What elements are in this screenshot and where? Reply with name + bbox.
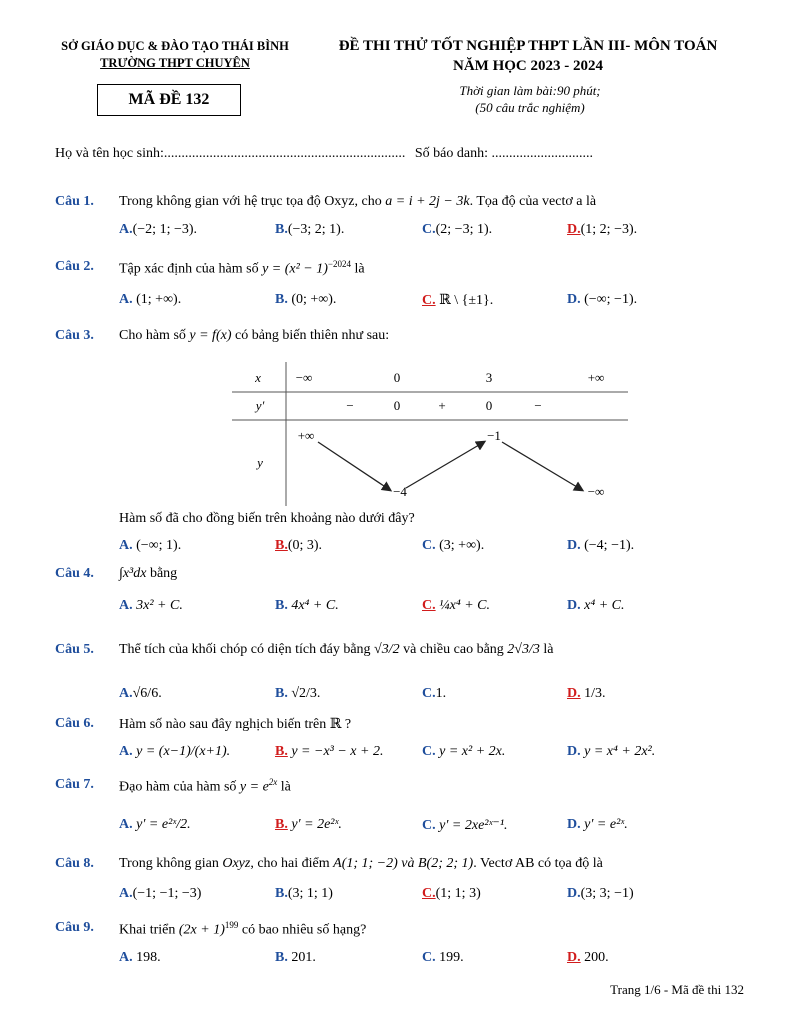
question-text: Hàm số nào sau đây nghịch biến trên ℝ ? xyxy=(119,717,352,732)
y-value: +∞ xyxy=(297,428,315,443)
question-text-part: Trong không gian với hệ trục tọa độ Oxyz, cho xyxy=(119,194,386,209)
question-number: Câu 5. xyxy=(55,642,94,657)
option-b[interactable]: B. 4x⁴ + C. xyxy=(275,598,339,613)
x-value: 0 xyxy=(393,370,401,385)
option-d[interactable]: D. y′ = e²ˣ. xyxy=(567,817,628,832)
options-q1 xyxy=(119,222,759,248)
math-expression: y = e xyxy=(239,779,269,795)
option-b[interactable]: B. (0; +∞). xyxy=(275,292,337,307)
department-name: SỞ GIÁO DỤC & ĐÀO TẠO THÁI BÌNH xyxy=(61,39,289,53)
question-text: ∫x³dx bằng xyxy=(119,566,178,581)
question-text xyxy=(119,194,596,210)
question-number: Câu 1. xyxy=(55,194,94,209)
student-info-line xyxy=(55,146,745,162)
question-7 xyxy=(55,777,745,799)
exam-title: ĐỀ THI THỬ TỐT NGHIỆP THPT LẦN III- MÔN TOÁN xyxy=(338,38,718,54)
math-expression: a = i + 2j − 3k xyxy=(385,194,470,209)
arrow-decreasing xyxy=(318,442,390,490)
question-9 xyxy=(55,920,745,942)
option-b[interactable]: B.(−3; 2; 1). xyxy=(275,222,345,237)
y-value: −1 xyxy=(487,428,501,443)
options-q7 xyxy=(119,817,759,843)
exam-time-info xyxy=(430,82,630,116)
question-number: Câu 6. xyxy=(55,716,94,731)
exponent: 2x xyxy=(268,777,278,787)
question-6 xyxy=(55,716,745,738)
x-value: −∞ xyxy=(295,370,313,385)
yprime-zero: 0 xyxy=(485,398,493,413)
option-d[interactable]: D.(3; 3; −1) xyxy=(567,886,634,901)
yprime-sign: − xyxy=(346,398,354,413)
question-text: Tập xác định của hàm số $y = (x^2 - 1)^{-2024}$ là xyxy=(119,259,365,277)
math-expression: y = (x² − 1) xyxy=(262,261,328,277)
option-d[interactable]: D.(1; 2; −3). xyxy=(567,222,638,237)
math-expression: √3/2 xyxy=(374,642,400,657)
student-name-field: Họ và tên học sinh:..................................................................... xyxy=(55,146,406,161)
options-q3 xyxy=(119,538,759,564)
x-value: 3 xyxy=(485,370,493,385)
option-b[interactable]: B.(0; 3). xyxy=(275,538,323,553)
option-d[interactable]: D. y = x⁴ + 2x². xyxy=(567,744,656,759)
option-a[interactable]: A. 198. xyxy=(119,950,161,965)
option-c[interactable]: C. y′ = 2xe²ˣ⁻¹. xyxy=(422,818,508,833)
option-a[interactable]: A.(−1; −1; −3) xyxy=(119,886,202,901)
option-d[interactable]: D. 200. xyxy=(567,950,609,965)
math-expression: 2√3/3 xyxy=(507,642,540,657)
question-number: Câu 3. xyxy=(55,328,94,343)
question-number: Câu 4. xyxy=(55,566,94,581)
option-a[interactable]: A.(−2; 1; −3). xyxy=(119,222,198,237)
school-year: NĂM HỌC 2023 - 2024 xyxy=(453,58,603,74)
option-d[interactable]: D. (−4; −1). xyxy=(567,538,635,553)
y-value: −∞ xyxy=(587,484,605,499)
option-a[interactable]: A.√6/6. xyxy=(119,686,162,701)
question-text-part: . Tọa độ của vectơ a là xyxy=(469,194,597,209)
question-4 xyxy=(55,566,745,588)
exponent: 199 xyxy=(224,920,239,930)
yprime-sign: + xyxy=(438,398,446,413)
math-expression: Oxyz xyxy=(222,856,251,871)
question-text: Khai triển $(2x + 1)^{199}$ có bao nhiêu số hạng? xyxy=(119,920,367,938)
student-id-field: Số báo danh: ............................. xyxy=(414,146,593,161)
option-d[interactable]: D. 1/3. xyxy=(567,686,606,701)
question-3 xyxy=(55,328,745,350)
x-value: +∞ xyxy=(587,370,605,385)
table-label-y: y xyxy=(257,455,263,470)
question-number: Câu 8. xyxy=(55,856,94,871)
variation-table xyxy=(232,362,628,506)
option-c[interactable]: C. (3; +∞). xyxy=(422,538,485,553)
options-q4 xyxy=(119,598,759,624)
question-number: Câu 7. xyxy=(55,777,94,792)
options-q2 xyxy=(119,292,759,318)
option-a[interactable]: A. (1; +∞). xyxy=(119,292,182,307)
exam-code-box: MÃ ĐỀ 132 xyxy=(97,84,241,116)
option-b[interactable]: B.(3; 1; 1) xyxy=(275,886,333,901)
arrow-increasing xyxy=(406,442,484,488)
options-q6 xyxy=(119,744,759,770)
option-b[interactable]: B. √2/3. xyxy=(275,686,321,701)
exponent: −2024 xyxy=(327,259,351,269)
options-q9 xyxy=(119,950,759,976)
page-footer: Trang 1/6 - Mã đề thi 132 xyxy=(610,982,744,997)
question-1 xyxy=(55,194,745,216)
option-a[interactable]: A. (−∞; 1). xyxy=(119,538,182,553)
yprime-sign: − xyxy=(534,398,542,413)
math-expression: ∫x³dx xyxy=(119,566,147,581)
option-a[interactable]: A. y = (x−1)/(x+1). xyxy=(119,744,231,759)
header-right xyxy=(308,36,748,76)
option-c[interactable]: C. ℝ \ {±1}. xyxy=(422,293,494,308)
math-expression: ℝ xyxy=(329,717,342,732)
option-c[interactable]: C. 199. xyxy=(422,950,464,965)
question-number: Câu 2. xyxy=(55,259,94,274)
option-a[interactable]: A. y′ = e²ˣ/2. xyxy=(119,817,191,832)
option-c[interactable]: C.(2; −3; 1). xyxy=(422,222,493,237)
question-text: Cho hàm số y = f(x) có bảng biến thiên như sau: xyxy=(119,328,390,343)
option-d[interactable]: D. (−∞; −1). xyxy=(567,292,638,307)
table-label-x: x xyxy=(255,370,261,385)
option-b[interactable]: B. y′ = 2e²ˣ. xyxy=(275,817,342,832)
question-text: Đạo hàm của hàm số $y = e^{2x}$ là xyxy=(119,777,291,795)
question-text: Trong không gian Oxyz, cho hai điểm A(1; 1; −2) và B(2; 2; 1). Vectơ AB có tọa độ là xyxy=(119,856,603,871)
option-b[interactable]: B. y = −x³ − x + 2. xyxy=(275,744,384,759)
option-c[interactable]: C. y = x² + 2x. xyxy=(422,744,506,759)
option-c[interactable]: C.(1; 1; 3) xyxy=(422,886,481,901)
question-8 xyxy=(55,856,745,878)
question-3-prompt: Hàm số đã cho đồng biến trên khoảng nào dưới đây? xyxy=(119,511,415,526)
table-label-yprime: y′ xyxy=(255,398,265,413)
question-count: (50 câu trắc nghiệm) xyxy=(475,100,585,115)
y-value: −4 xyxy=(393,484,407,499)
yprime-zero: 0 xyxy=(393,398,401,413)
option-d[interactable]: D. x⁴ + C. xyxy=(567,598,625,613)
option-c[interactable]: C. ¼x⁴ + C. xyxy=(422,598,490,613)
options-q5 xyxy=(119,686,759,712)
math-expression: (2x + 1) xyxy=(178,922,225,938)
option-c[interactable]: C.1. xyxy=(422,686,447,701)
options-q8 xyxy=(119,886,759,912)
math-expression: A(1; 1; −2) và B(2; 2; 1) xyxy=(333,856,474,871)
question-number: Câu 9. xyxy=(55,920,94,935)
question-5 xyxy=(55,642,745,664)
school-name: TRƯỜNG THPT CHUYÊN xyxy=(100,56,250,70)
option-a[interactable]: A. 3x² + C. xyxy=(119,598,183,613)
option-b[interactable]: B. 201. xyxy=(275,950,316,965)
header-left xyxy=(52,38,298,72)
question-2 xyxy=(55,259,745,281)
exam-duration: Thời gian làm bài:90 phút; xyxy=(459,83,601,98)
arrow-decreasing xyxy=(502,442,582,490)
math-expression: y = f(x) xyxy=(189,328,232,343)
question-text: Thể tích của khối chóp có diện tích đáy bằng √3/2 và chiều cao bằng 2√3/3 là xyxy=(119,642,554,657)
